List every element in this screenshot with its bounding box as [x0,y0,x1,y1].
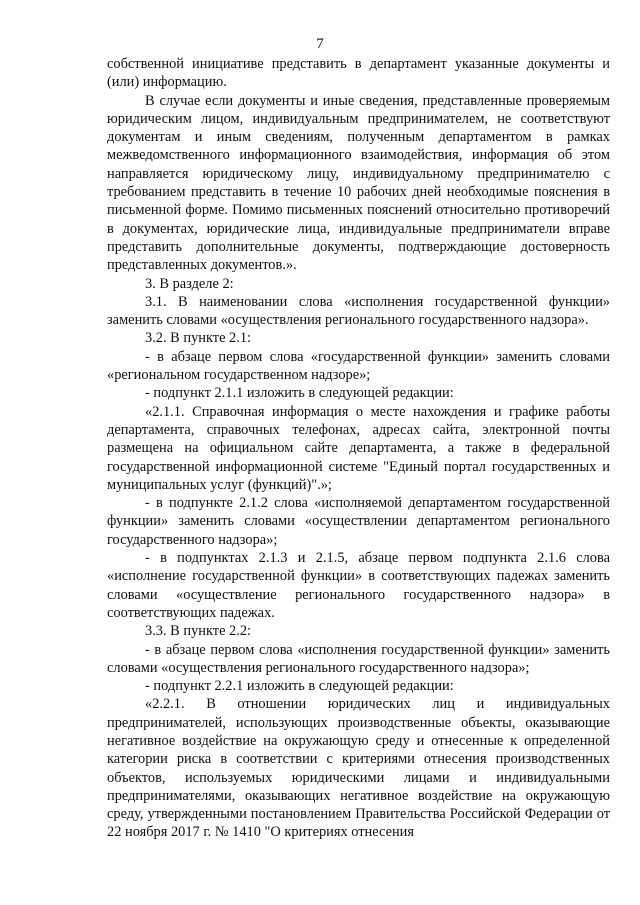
paragraph-2-2-1-intro: - подпункт 2.2.1 изложить в следующей редакции: [145,678,454,695]
document-body [107,55,610,842]
paragraph-3-1: 3.1. В наименовании слова «исполнения государственной функции» заменить словами «осуществления регионального государственного надзора». [107,293,610,329]
paragraph-2-1-first-abzac: - в абзаце первом слова «государственной функции» заменить словами «региональном государственном надзоре»; [107,348,610,384]
paragraph-mismatch-documents: В случае если документы и иные сведения, представленные проверяемым юридическим лицом, индивидуальным предпринимателем, не соответствуют документам и иным сведениям, полученным департаментом в рамках межведомственного информационного взаимодействия, информация об этом направляется юридическому лицу, индивидуальному предпринимателю с требованием представить в течение 10 рабочих дней необходимые пояснения в письменной форме. Помимо письменных пояснений относительно противоречий в документах, юридические лица, индивидуальные предприниматели вправе представить дополнительные документы, подтверждающие достоверность представленных документов.». [107,92,610,274]
paragraph-3-2: 3.2. В пункте 2.1: [145,330,252,347]
paragraph-continuation: собственной инициативе представить в департамент указанные документы и (или) информацию. [107,56,610,91]
paragraph-2-1-2: - в подпункте 2.1.2 слова «исполняемой департаментом государственной функции» заменить словами «осуществлении департаментом регионального государственного надзора»; [107,495,610,548]
paragraph-3-3: 3.3. В пункте 2.2: [145,623,252,640]
paragraph-section-2: 3. В разделе 2: [145,275,234,292]
paragraph-2-1-1-text: «2.1.1. Справочная информация о месте нахождения и графике работы департамента, справочных телефонах, адресах сайта, электронной почты размещена на официальном сайте департамента, а также в федеральной государственной информационной системе "Единый портал государственных и муниципальных услуг (функций)".»; [107,403,610,493]
paragraph-2-1-1-intro: - подпункт 2.1.1 изложить в следующей редакции: [145,385,454,402]
paragraph-2-2-1-text: «2.2.1. В отношении юридических лиц и индивидуальных предпринимателей, использующих производственные объекты, оказывающие негативное воздействие на окружающую среду и отнесенные к определенной категории риска в соответствии с критериями отнесения производственных объектов, используемых юридическими лицами и индивидуальными предпринимателями, оказывающих негативное воздействие на окружающую среду, утвержденными постановлением Правительства Российской Федерации от 22 ноября 2017 г. № 1410 "О критериях отнесения [107,696,610,841]
page-number: 7 [316,36,324,52]
paragraph-2-2-first-abzac: - в абзаце первом слова «исполнения государственной функции» заменить словами «осуществления регионального государственного надзора»; [107,641,610,676]
paragraph-2-1-3-2-1-5: - в подпунктах 2.1.3 и 2.1.5, абзаце первом подпункта 2.1.6 слова «исполнение государственной функции» в соответствующих падежах заменить словами «осуществление регионального государственного надзора» в соответствующих падежах. [107,550,610,621]
